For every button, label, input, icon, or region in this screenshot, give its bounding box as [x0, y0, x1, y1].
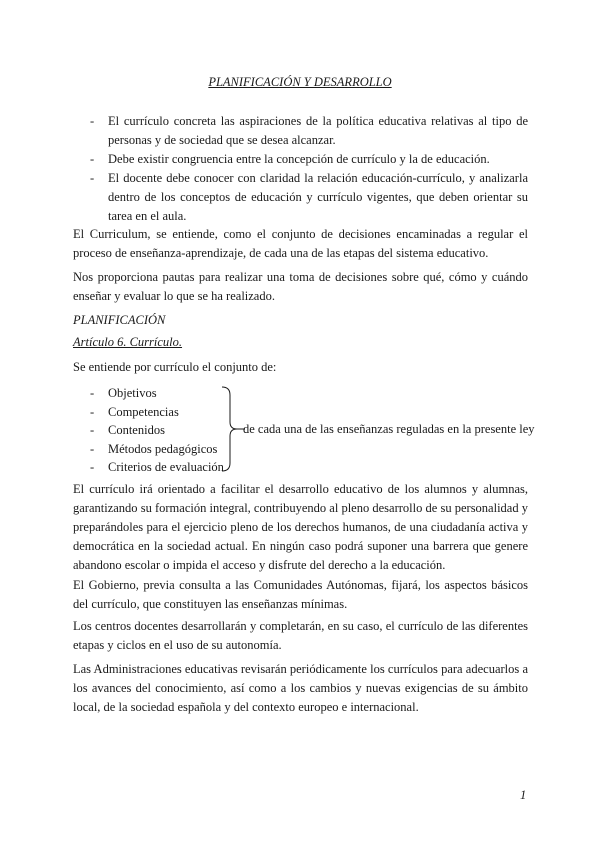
component-item: - Objetivos	[90, 384, 224, 403]
page-title: PLANIFICACIÓN Y DESARROLLO	[208, 75, 392, 89]
pautas-paragraph: Nos proporciona pautas para realizar una toma de decisiones sobre qué, cómo y cuándo enseñar y evaluar lo que se ha realizado.	[73, 270, 528, 303]
bullet-item: - El docente debe conocer con claridad la relación educación-currículo, y analizarla dentro de los conceptos de educación y currículo vigentes, que deben orientar su tarea en el aula.	[90, 169, 528, 226]
article-heading: Artículo 6. Currículo.	[73, 335, 183, 349]
section-heading: PLANIFICACIÓN	[73, 313, 166, 327]
body-paragraph: Los centros docentes desarrollarán y completarán, en su caso, el currículo de las diferentes etapas y ciclos en el uso de su autonomía.	[73, 619, 528, 652]
bullet-item: - Debe existir congruencia entre la concepción de currículo y la de educación.	[90, 150, 528, 169]
curriculum-intro-text: Se entiende por currículo el conjunto de:	[73, 360, 277, 374]
component-item: - Competencias	[90, 403, 224, 422]
page-number: 1	[520, 788, 527, 802]
curriculum-components-list	[90, 384, 224, 477]
curriculum-definition-paragraph: El Curriculum, se entiende, como el conjunto de decisiones encaminadas a regular el proceso de enseñanza-aprendizaje, de cada una de las etapas del sistema educativo.	[73, 227, 528, 260]
body-paragraph: El Gobierno, previa consulta a las Comunidades Autónomas, fijará, los aspectos básicos del currículo, que constituyen las enseñanzas mínimas.	[73, 578, 528, 611]
body-paragraph: El currículo irá orientado a facilitar el desarrollo educativo de los alumnos y alumnas, garantizando su formación integral, contribuyendo al pleno desarrollo de su personalidad y preparándoles para el ejercicio pleno de los derechos humanos, de una ciudadanía activa y democrática en la sociedad actual. En ningún caso podrá suponer una barrera que genere abandono escolar o impida el acceso y disfrute del derecho a la educación.	[73, 482, 528, 572]
bullet-item: - El currículo concreta las aspiraciones de la política educativa relativas al tipo de personas y de sociedad que se desea alcanzar.	[90, 112, 528, 150]
component-item: - Criterios de evaluación	[90, 458, 224, 477]
component-item: - Métodos pedagógicos	[90, 440, 224, 459]
brace-description: de cada una de las enseñanzas reguladas en la presente ley	[243, 422, 535, 436]
intro-bullet-list	[90, 112, 528, 226]
component-item: - Contenidos	[90, 421, 224, 440]
body-paragraph: Las Administraciones educativas revisarán periódicamente los currículos para adecuarlos a los avances del conocimiento, así como a los cambios y nuevas exigencias de su ámbito local, de la sociedad española y del contexto europeo e internacional.	[73, 662, 528, 714]
